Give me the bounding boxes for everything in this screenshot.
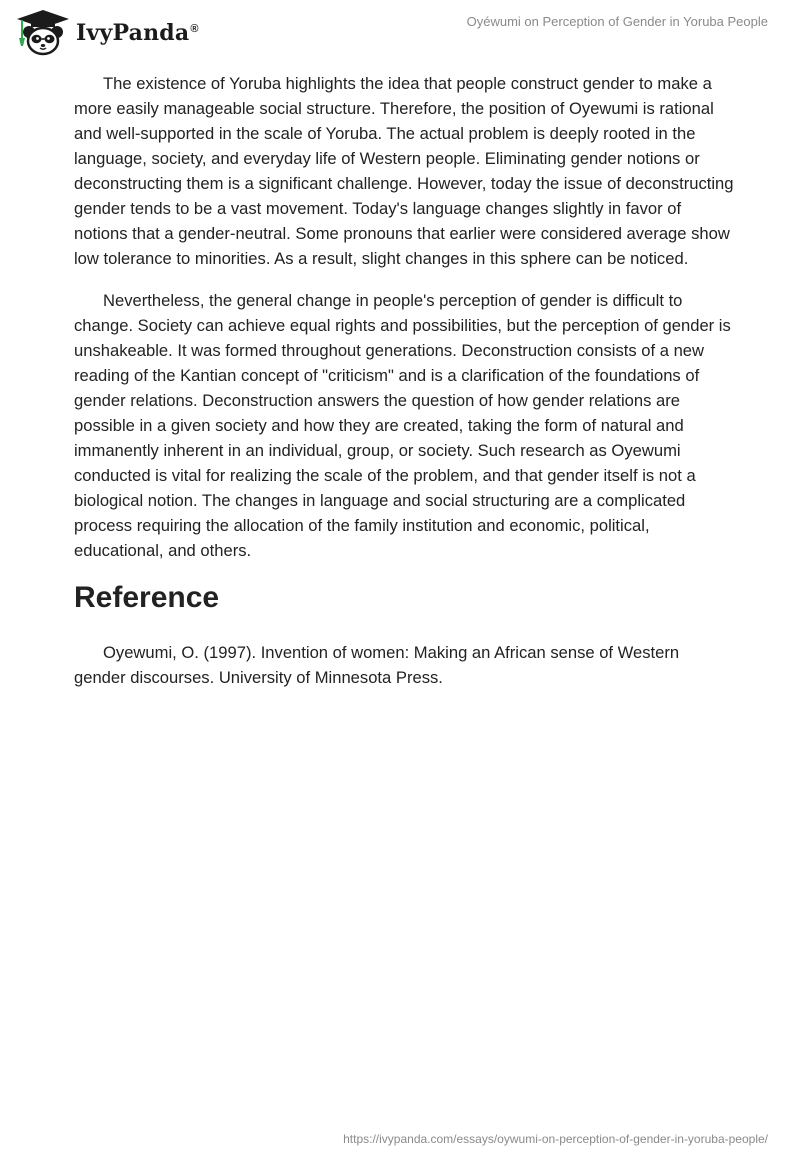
reference-entry: Oyewumi, O. (1997). Invention of women: Making an African sense of Western gender discourses. University of Minnesota Press. — [74, 643, 680, 687]
reference-heading: Reference — [74, 581, 220, 614]
body-paragraph: Nevertheless, the general change in people's perception of gender is difficult to change. Society can achieve equal rights and possibilities, but the perception of gender is unshakeable. It was formed throughout generations. Deconstruction consists of a new reading of the Kantian concept of "criticism" and is a clarification of the foundations of gender relations. Deconstruction answers the question of how gender relations are possible in a given society and how they are created, taking the form of natural and immanently inherent in an individual, group, or society. Such research as Oyewumi conducted is vital for realizing the scale of the problem, and that gender itself is not a biological notion. The changes in language and social structuring are a complicated process requiring the allocation of the family institution and economic, political, educational, and others. — [74, 291, 731, 560]
logo-name: IvyPanda — [76, 20, 190, 46]
registered-mark: ® — [190, 22, 199, 35]
panda-graduate-icon — [14, 8, 72, 56]
source-url[interactable]: https://ivypanda.com/essays/oywumi-on-perception-of-gender-in-yoruba-people/ — [343, 1132, 768, 1146]
essay-content — [74, 71, 734, 690]
body-paragraph: The existence of Yoruba highlights the idea that people construct gender to make a more easily manageable social structure. Therefore, the position of Oyewumi is rational and well-supported in the scale of Yoruba. The actual problem is deeply rooted in the language, society, and everyday life of Western people. Eliminating gender notions or deconstructing them is a significant challenge. However, today the issue of deconstructing gender tends to be a vast movement. Today's language changes slightly in favor of notions that a gender-neutral. Some pronouns that earlier were considered average show low tolerance to minorities. As a result, slight changes in this sphere can be noticed. — [74, 74, 734, 268]
ivypanda-logo[interactable] — [14, 8, 199, 56]
logo-wordmark — [76, 20, 199, 46]
document-title: Oyéwumi on Perception of Gender in Yoruba People — [466, 14, 768, 29]
page-header — [0, 0, 800, 60]
